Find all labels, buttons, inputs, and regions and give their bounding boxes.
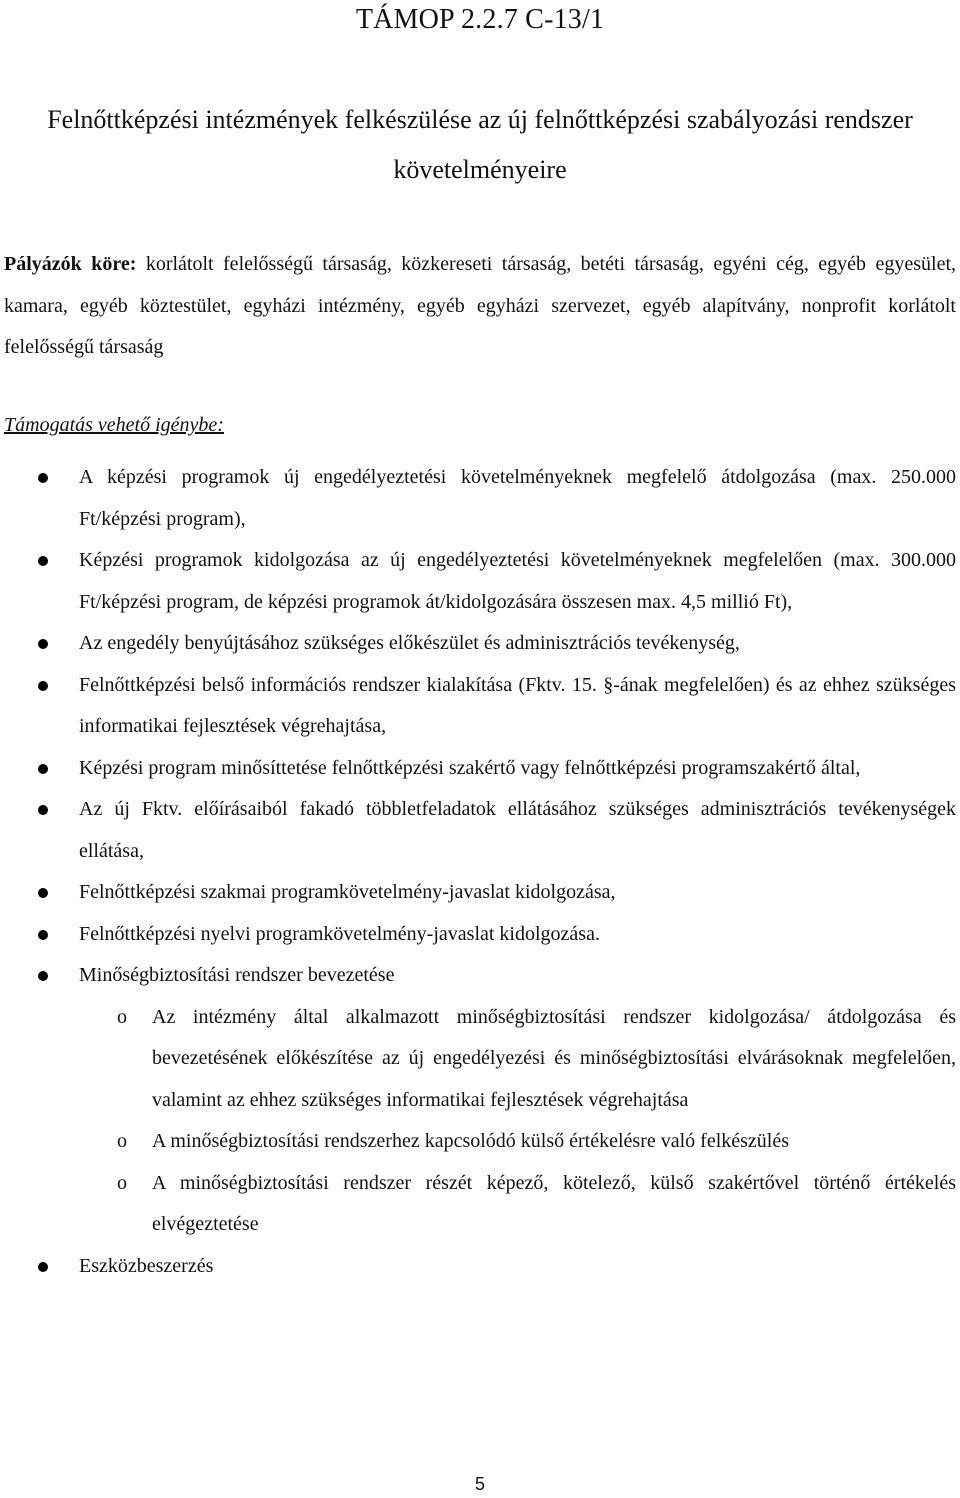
support-list	[0, 457, 960, 1287]
document-title: TÁMOP 2.2.7 C-13/1	[355, 4, 605, 35]
sub-list-item: o Az intézmény által alkalmazott minőségbiztosítási rendszer kidolgozása/ átdolgozása és bevezetésének előkészítése az új engedélyezési és minőségbiztosítási elvárásoknak megfelelően, valamint az ehhez szükséges informatikai fejlesztések végrehajtása	[79, 997, 956, 1122]
list-item: A képzési programok új engedélyeztetési követelményeknek megfelelő átdolgozása (max. 250.000 Ft/képzési program),	[0, 457, 960, 540]
list-item: Az engedély benyújtásához szükséges előkészület és adminisztrációs tevékenység,	[0, 623, 960, 665]
document-subtitle: Felnőttképzési intézmények felkészülése az új felnőttképzési szabályozási rendszer követelményeire	[47, 105, 913, 184]
list-item: Képzési program minősíttetése felnőttképzési szakértő vagy felnőttképzési programszakértő által,	[0, 748, 960, 790]
quality-sublist	[79, 997, 956, 1246]
applicants-paragraph	[4, 244, 956, 369]
support-heading: Támogatás vehető igénybe:	[4, 414, 224, 436]
list-item: Felnőttképzési belső információs rendszer kialakítása (Fktv. 15. §-ának megfelelően) és az ehhez szükséges informatikai fejlesztések végrehajtása,	[0, 665, 960, 748]
sub-list-item: o A minőségbiztosítási rendszer részét képező, kötelező, külső szakértővel történő értékelés elvégeztetése	[79, 1163, 956, 1246]
list-item-quality	[0, 955, 960, 1246]
list-item: Képzési programok kidolgozása az új engedélyeztetési követelményeknek megfelelően (max. 300.000 Ft/képzési program, de képzési programok át/kidolgozására összesen max. 4,5 millió Ft),	[0, 540, 960, 623]
quality-label: Minőségbiztosítási rendszer bevezetése	[79, 964, 395, 986]
page-number: 5	[474, 1474, 485, 1494]
sub-list-item: o A minőségbiztosítási rendszerhez kapcsolódó külső értékelésre való felkészülés	[79, 1121, 956, 1163]
applicants-text: korlátolt felelősségű társaság, közkereseti társaság, betéti társaság, egyéni cég, egyéb egyesület, kamara, egyéb köztestület, egyházi intézmény, egyéb egyházi szervezet, egyéb alapítvány, nonprofit korlátolt felelősségű társaság	[4, 253, 956, 358]
list-item: Felnőttképzési nyelvi programkövetelmény-javaslat kidolgozása.	[0, 914, 960, 956]
list-item: Eszközbeszerzés	[0, 1246, 960, 1288]
applicants-label: Pályázók köre:	[4, 253, 137, 275]
list-item: Felnőttképzési szakmai programkövetelmény-javaslat kidolgozása,	[0, 872, 960, 914]
list-item: Az új Fktv. előírásaiból fakadó többletfeladatok ellátásához szükséges adminisztrációs tevékenységek ellátása,	[0, 789, 960, 872]
